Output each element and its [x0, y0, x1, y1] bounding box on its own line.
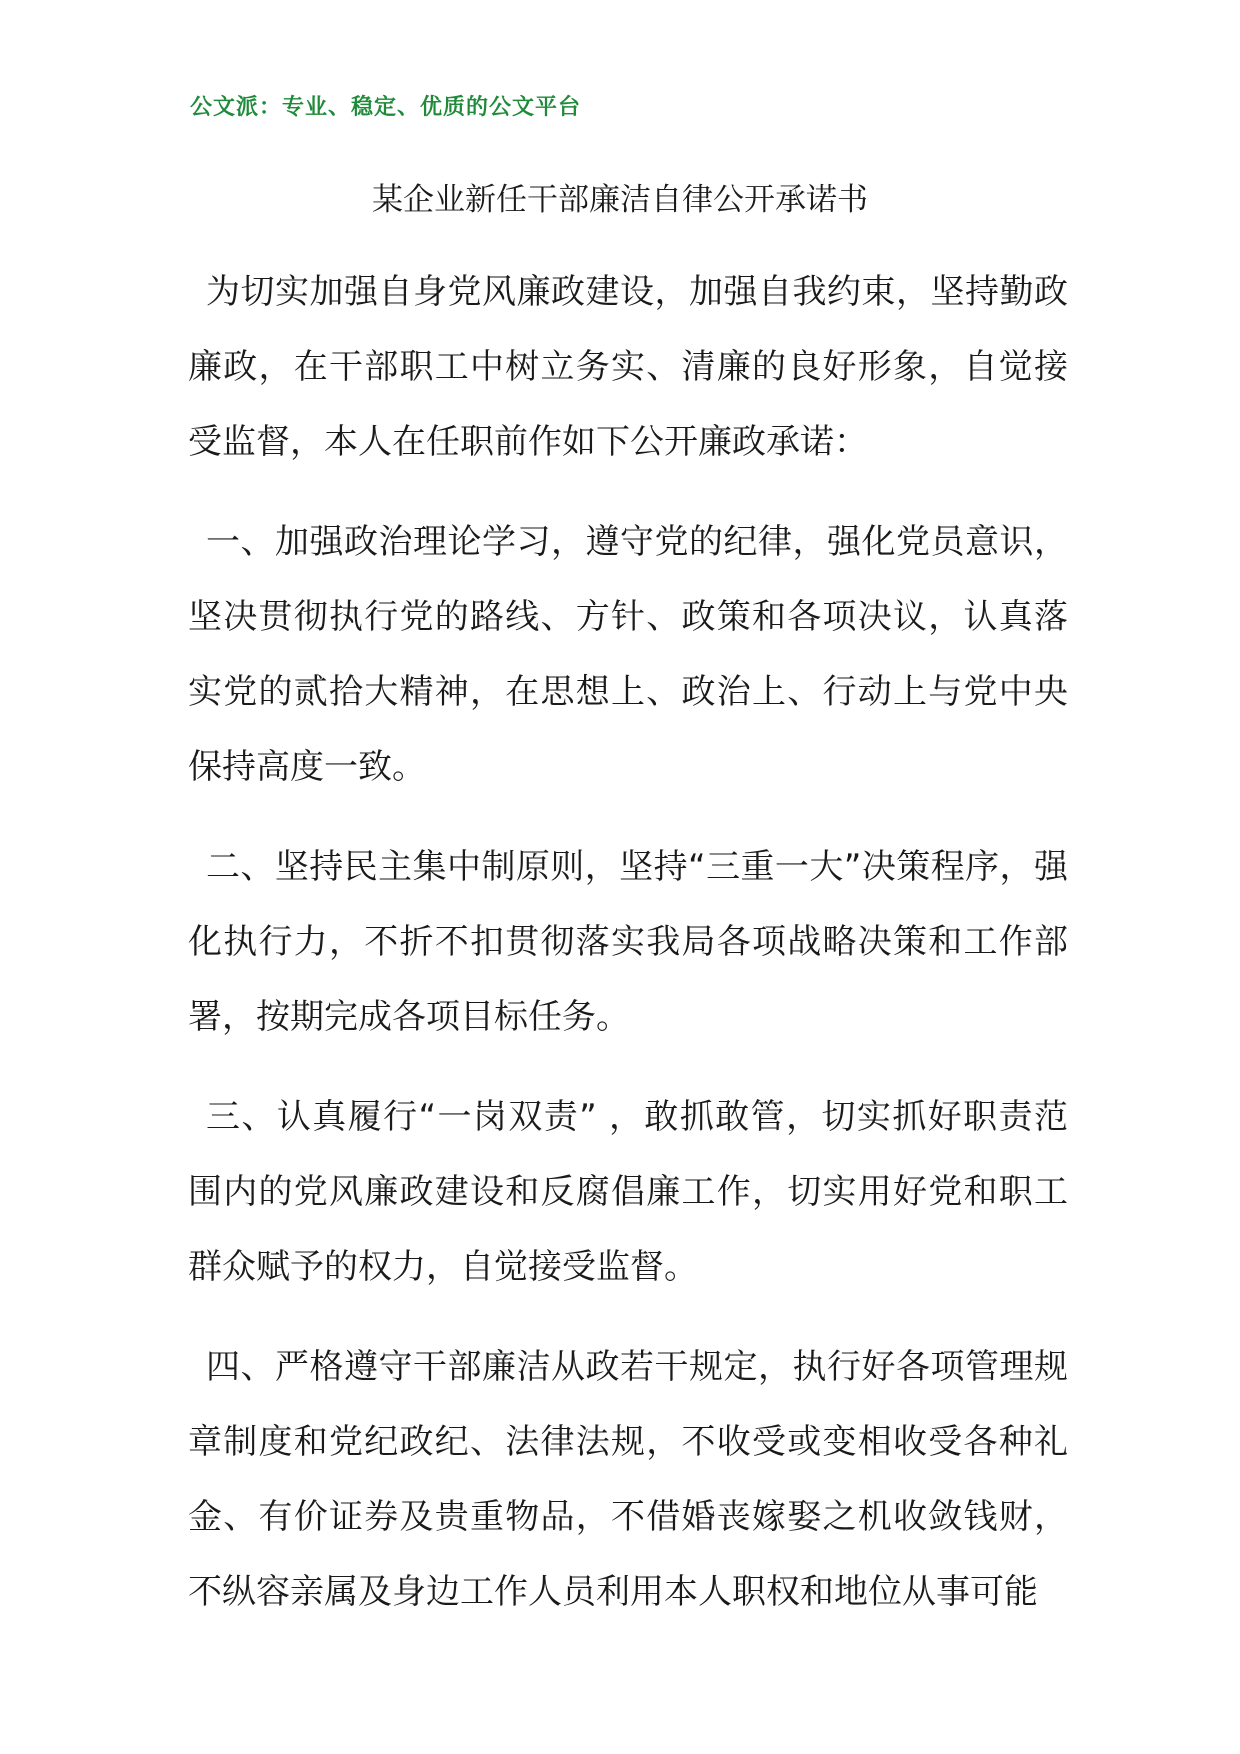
paragraph-item-1: 一、加强政治理论学习，遵守党的纪律，强化党员意识，坚决贯彻执行党的路线、方针、政策和各项决议，认真落实党的贰拾大精神，在思想上、政治上、行动上与党中央保持高度一致。 — [188, 522, 1068, 787]
site-banner: 公文派：专业、稳定、优质的公文平台 — [190, 95, 582, 120]
document-body — [188, 255, 1068, 1655]
document-title: 某企业新任干部廉洁自律公开承诺书 — [372, 182, 868, 218]
paragraph-item-3: 三、认真履行“一岗双责” ，敢抓敢管，切实抓好职责范围内的党风廉政建设和反腐倡廉工作，切实用好党和职工群众赋予的权力，自觉接受监督。 — [188, 1097, 1068, 1287]
paragraph-intro: 为切实加强自身党风廉政建设，加强自我约束，坚持勤政廉政，在干部职工中树立务实、清廉的良好形象，自觉接受监督，本人在任职前作如下公开廉政承诺： — [188, 272, 1068, 462]
paragraph-item-4: 四、严格遵守干部廉洁从政若干规定，执行好各项管理规章制度和党纪政纪、法律法规，不收受或变相收受各种礼金、有价证券及贵重物品，不借婚丧嫁娶之机收敛钱财，不纵容亲属及身边工作人员利用本人职权和地位从事可能 — [188, 1347, 1068, 1612]
paragraph-item-2: 二、坚持民主集中制原则，坚持“三重一大”决策程序，强化执行力，不折不扣贯彻落实我局各项战略决策和工作部署，按期完成各项目标任务。 — [188, 847, 1068, 1037]
